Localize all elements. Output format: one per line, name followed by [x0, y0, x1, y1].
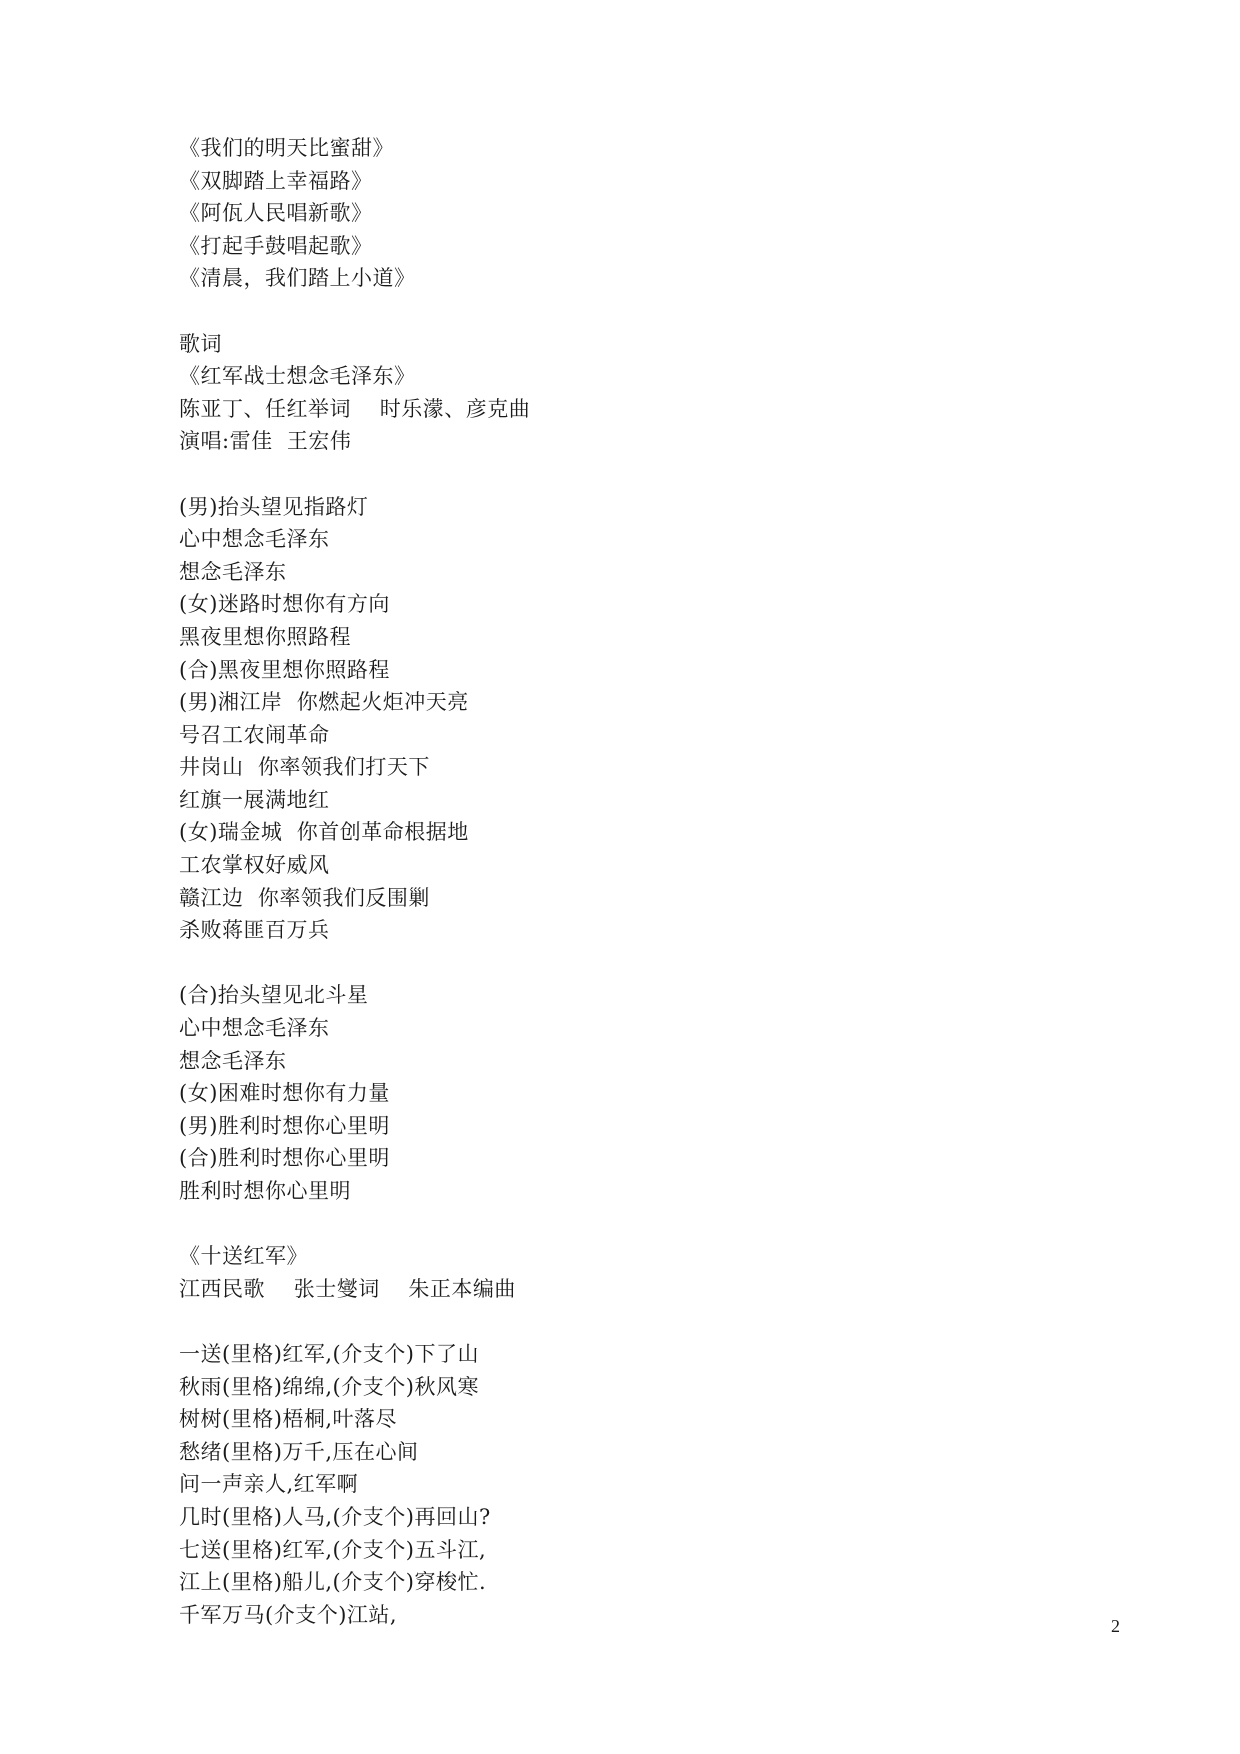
text-line: 江上(里格)船儿,(介支个)穿梭忙. — [179, 1570, 487, 1595]
text-line: 《打起手鼓唱起歌》 — [179, 233, 373, 258]
text-line: 号召工农闹革命 — [179, 722, 330, 747]
text-line: 《双脚踏上幸福路》 — [179, 168, 373, 193]
text-line: (男)胜利时想你心里明 — [179, 1113, 390, 1138]
page-number: 2 — [1111, 1616, 1120, 1636]
text-line: 树树(里格)梧桐,叶落尽 — [179, 1407, 398, 1432]
text-line: 一送(里格)红军,(介支个)下了山 — [179, 1341, 479, 1366]
text-line: 想念毛泽东 — [179, 559, 287, 584]
blank-line — [179, 458, 1079, 491]
text-line: (合)黑夜里想你照路程 — [179, 657, 390, 682]
blank-line — [179, 1305, 1079, 1338]
blank-line — [179, 1208, 1079, 1241]
text-line: 千军万马(介支个)江站, — [179, 1602, 398, 1627]
text-line: 心中想念毛泽东 — [179, 1016, 330, 1041]
text-line: 《阿佤人民唱新歌》 — [179, 201, 373, 226]
text-line: 工农掌权好威风 — [179, 853, 330, 878]
text-line: (女)困难时想你有力量 — [179, 1081, 390, 1106]
text-line: 杀败蒋匪百万兵 — [179, 918, 330, 943]
text-line: 陈亚丁、任红举词 时乐濛、彦克曲 — [179, 396, 531, 421]
text-line: 江西民歌 张士燮词 朱正本编曲 — [179, 1276, 516, 1301]
text-line: 愁绪(里格)万千,压在心间 — [179, 1439, 419, 1464]
text-line: (女)瑞金城 你首创革命根据地 — [179, 820, 469, 845]
text-line: (男)抬头望见指路灯 — [179, 494, 369, 519]
text-line: 秋雨(里格)绵绵,(介支个)秋风寒 — [179, 1374, 479, 1399]
text-line: 《我们的明天比蜜甜》 — [179, 136, 394, 160]
text-line: (女)迷路时想你有方向 — [179, 592, 390, 617]
text-line: 问一声亲人,红军啊 — [179, 1472, 359, 1497]
text-line: 《红军战士想念毛泽东》 — [179, 364, 416, 389]
text-line: (男)湘江岸 你燃起火炬冲天亮 — [179, 690, 469, 715]
blank-line — [179, 947, 1079, 980]
text-line: 红旗一展满地红 — [179, 787, 330, 812]
text-line: 井岗山 你率领我们打天下 — [179, 755, 430, 780]
text-line: (合)抬头望见北斗星 — [179, 983, 369, 1008]
text-line: 胜利时想你心里明 — [179, 1179, 351, 1203]
lyrics-text-block — [179, 132, 1079, 1631]
text-line: (合)胜利时想你心里明 — [179, 1146, 390, 1171]
text-line: 心中想念毛泽东 — [179, 527, 330, 552]
text-line: 《十送红军》 — [179, 1244, 308, 1269]
blank-line — [179, 295, 1079, 328]
text-line: 七送(里格)红军,(介支个)五斗江, — [179, 1537, 487, 1562]
text-line: 歌词 — [179, 331, 222, 356]
text-line: 演唱:雷佳 王宏伟 — [179, 429, 352, 454]
text-line: 赣江边 你率领我们反围剿 — [179, 885, 430, 910]
text-line: 几时(里格)人马,(介支个)再回山? — [179, 1504, 491, 1529]
text-line: 《清晨，我们踏上小道》 — [179, 266, 416, 291]
text-line: 想念毛泽东 — [179, 1048, 287, 1073]
text-line: 黑夜里想你照路程 — [179, 624, 351, 649]
